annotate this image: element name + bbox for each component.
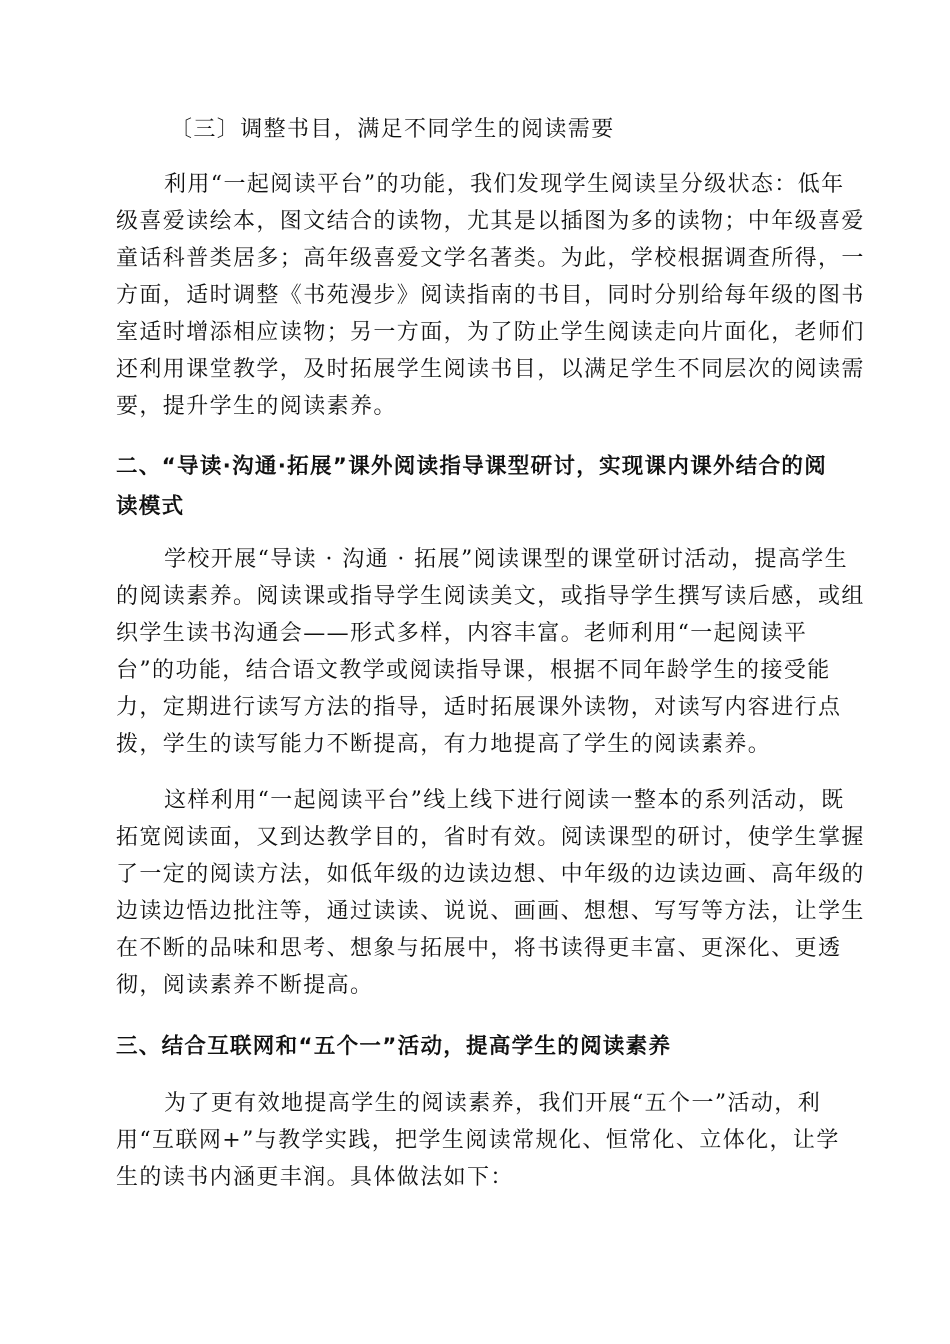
paragraph-line: 了一定的阅读方法，如低年级的边读边想、中年级的边读边画、高年级的 [116,862,865,887]
paragraph-line: 室适时增添相应读物；另一方面，为了防止学生阅读走向片面化，老师们 [116,320,865,345]
paragraph-line: 要，提升学生的阅读素养。 [116,394,397,419]
paragraph-line: 边读边悟边批注等，通过读读、说说、画画、想想、写写等方法，让学生 [116,899,865,924]
paragraph-line: 学校开展“导读 · 沟通 · 拓展”阅读课型的课堂研讨活动，提高学生 [164,547,849,572]
paragraph-line: 力，定期进行读写方法的指导，适时拓展课外读物，对读写内容进行点 [116,695,842,720]
paragraph-line: 在不断的品味和思考、想象与拓展中，将书读得更丰富、更深化、更透 [116,936,842,961]
paragraph-line: 童话科普类居多；高年级喜爱文学名著类。为此，学校根据调查所得，一 [116,246,865,271]
paragraph-line: 利用“一起阅读平台”的功能，我们发现学生阅读呈分级状态：低年 [164,172,845,197]
paragraph-line: 方面，适时调整《书苑漫步》阅读指南的书目，同时分别给每年级的图书 [116,283,865,308]
section-heading: 三、结合互联网和“五个一”活动，提高学生的阅读素养 [116,1034,672,1059]
paragraph-line: 拓宽阅读面，又到达教学目的，省时有效。阅读课型的研讨，使学生掌握 [116,825,865,850]
paragraph-line: 为了更有效地提高学生的阅读素养，我们开展“五个一”活动，利 [164,1091,822,1116]
paragraph-line: 拨，学生的读写能力不断提高，有力地提高了学生的阅读素养。 [116,732,772,757]
paragraph-line: 还利用课堂教学，及时拓展学生阅读书目，以满足学生不同层次的阅读需 [116,357,865,382]
paragraph-line: 的阅读素养。阅读课或指导学生阅读美文，或指导学生撰写读后感，或组 [116,584,865,609]
paragraph-line: 生的读书内涵更丰润。具体做法如下： [116,1165,514,1190]
subsection-title: 〔三〕调整书目，满足不同学生的阅读需要 [170,117,615,142]
paragraph-line: 台”的功能，结合语文教学或阅读指导课，根据不同年龄学生的接受能 [116,658,831,683]
paragraph-line: 彻，阅读素养不断提高。 [116,973,374,998]
paragraph-line: 这样利用“一起阅读平台”线上线下进行阅读一整本的系列活动，既 [164,788,845,813]
paragraph-line: 织学生读书沟通会——形式多样，内容丰富。老师利用“一起阅读平 [116,621,808,646]
section-heading: 读模式 [116,494,185,519]
section-heading: 二、“导读·沟通·拓展”课外阅读指导课型研讨，实现课内课外结合的阅 [116,454,827,479]
paragraph-line: 级喜爱读绘本，图文结合的读物，尤其是以插图为多的读物；中年级喜爱 [116,209,865,234]
paragraph-line: 用“互联网+”与教学实践，把学生阅读常规化、恒常化、立体化，让学 [116,1128,840,1153]
